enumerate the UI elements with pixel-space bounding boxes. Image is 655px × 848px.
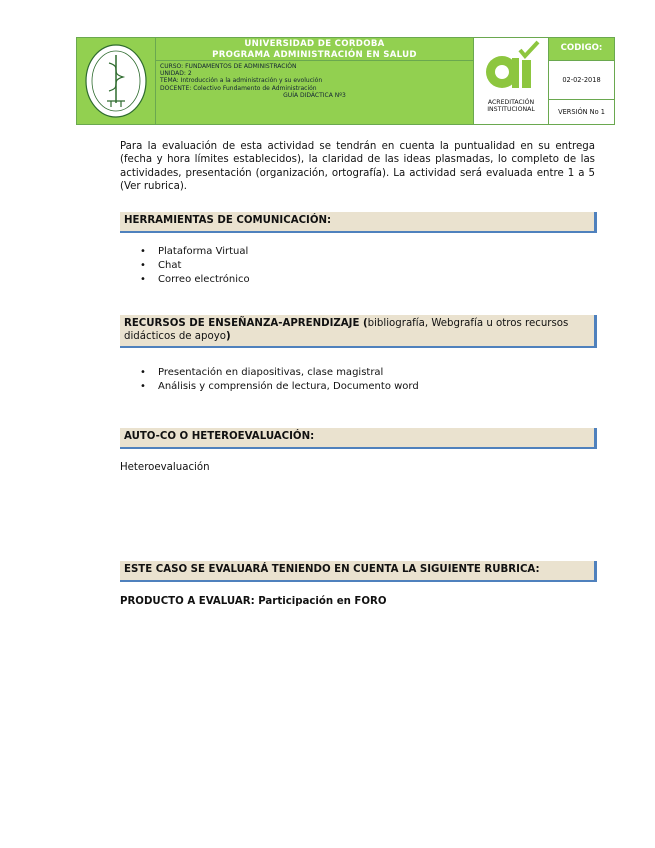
rubric-title: ESTE CASO SE EVALUARÁ TENIENDO EN CUENTA LA SIGUIENTE RUBRICA: bbox=[124, 564, 540, 575]
accreditation-line2: INSTITUCIONAL bbox=[487, 106, 535, 113]
guide-label: GUÍA DIDÁCTICA Nº3 bbox=[283, 91, 346, 99]
university-name: UNIVERSIDAD DE CORDOBA bbox=[244, 39, 385, 49]
course-line: CURSO: FUNDAMENTOS DE ADMINISTRACIÓN bbox=[160, 63, 297, 70]
code-label: CODIGO: bbox=[549, 38, 614, 61]
list-item: • Presentación en diapositivas, clase magistral bbox=[138, 366, 419, 380]
resources-list bbox=[138, 366, 419, 394]
resources-section-header bbox=[120, 315, 597, 348]
list-item: • Chat bbox=[138, 259, 250, 273]
evaluation-title: AUTO-CO O HETEROEVALUACIÓN: bbox=[124, 431, 315, 442]
topic-line: TEMA: Introducción a la administración y su evolución bbox=[160, 77, 323, 85]
header-title bbox=[156, 38, 473, 61]
document-date: 02-02-2018 bbox=[549, 61, 614, 100]
resources-close: ) bbox=[226, 330, 231, 342]
university-seal-icon bbox=[81, 41, 151, 121]
list-item: • Análisis y comprensión de lectura, Documento word bbox=[138, 380, 419, 394]
communication-section-header bbox=[120, 212, 597, 233]
intro-paragraph: Para la evaluación de esta actividad se tendrán en cuenta la puntualidad en su entrega (fecha y hora límites establecidos), la claridad de las ideas plasmadas, lo completo de las actividades, presentación (organización, ortografía). La actividad será evaluada entre 1 a 5 (Ver rubrica). bbox=[120, 141, 595, 193]
rubric-section-header bbox=[120, 561, 597, 582]
accreditation-logo bbox=[480, 38, 542, 98]
list-item: • Correo electrónico bbox=[138, 273, 250, 287]
communication-list bbox=[138, 245, 250, 287]
evaluation-section-header bbox=[120, 428, 597, 449]
unit-line: UNIDAD: 2 bbox=[160, 70, 192, 78]
communication-title: HERRAMIENTAS DE COMUNICACIÓN: bbox=[124, 215, 332, 226]
university-seal bbox=[77, 38, 156, 124]
resources-subtitle: bibliografía, Webgrafía u otros recursos didácticos de apoyo bbox=[124, 318, 569, 342]
accreditation-label bbox=[487, 99, 535, 113]
course-info bbox=[156, 61, 473, 124]
document-header bbox=[76, 37, 615, 125]
accreditation-block bbox=[474, 38, 549, 124]
header-right bbox=[549, 38, 614, 124]
evaluation-text: Heteroevaluación bbox=[120, 462, 210, 473]
header-center bbox=[156, 38, 474, 124]
list-item: • Plataforma Virtual bbox=[138, 245, 250, 259]
resources-title: RECURSOS DE ENSEÑANZA-APRENDIZAJE ( bbox=[124, 318, 368, 329]
teacher-line: DOCENTE: Colectivo Fundamento de Administración bbox=[160, 84, 317, 92]
document-version: VERSIÓN No 1 bbox=[549, 100, 614, 124]
program-name: PROGRAMA ADMINISTRACIÓN EN SALUD bbox=[212, 49, 417, 60]
product-to-evaluate: PRODUCTO A EVALUAR: Participación en FORO bbox=[120, 596, 387, 607]
accreditation-line1: ACREDITACIÓN bbox=[487, 99, 535, 106]
